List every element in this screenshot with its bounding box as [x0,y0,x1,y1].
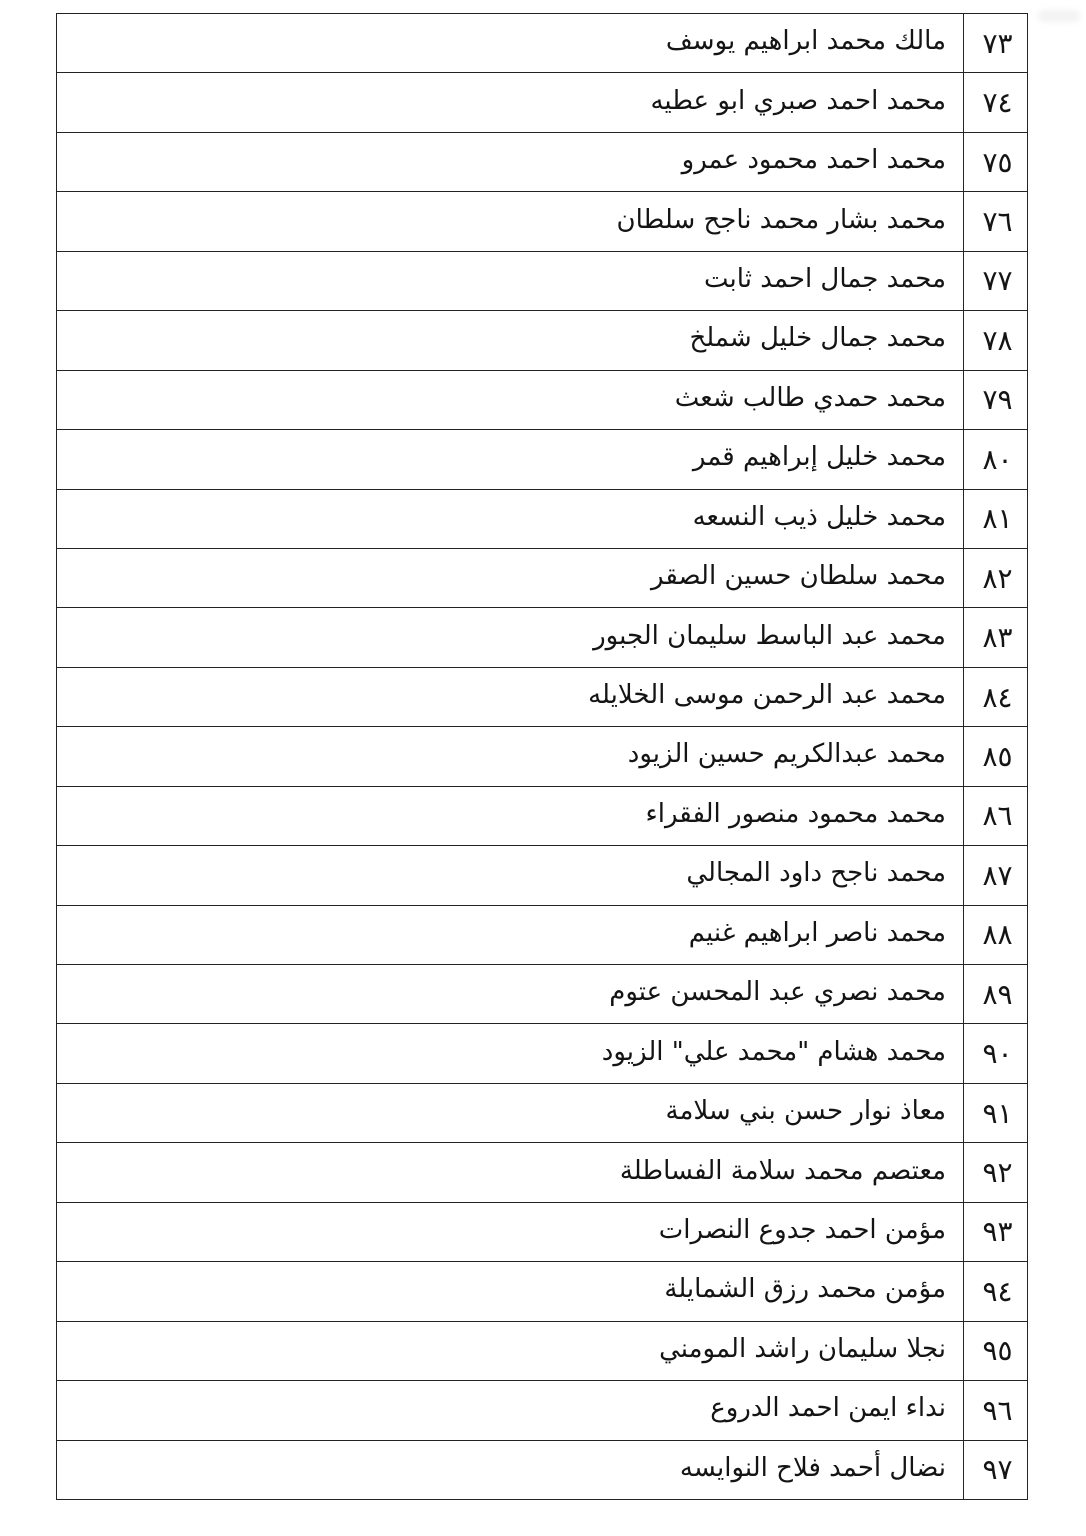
name-cell: محمد هشام "محمد علي" الزيود [57,1024,964,1083]
row-number-cell: ٩٠ [964,1024,1028,1083]
row-number-cell: ٧٥ [964,132,1028,191]
row-number-cell: ٧٦ [964,192,1028,251]
row-number-cell: ٨٩ [964,965,1028,1024]
row-number-cell: ٩٤ [964,1262,1028,1321]
name-cell: نجلا سليمان راشد المومني [57,1321,964,1380]
table-row [57,905,1028,964]
row-number-cell: ٩١ [964,1083,1028,1142]
table-row [57,132,1028,191]
table-row [57,846,1028,905]
row-number-cell: ٧٣ [964,14,1028,73]
scan-smudge-artifact [1038,10,1080,22]
name-cell: مؤمن محمد رزق الشمايلة [57,1262,964,1321]
name-cell: محمد خليل ذيب النسعه [57,489,964,548]
roster-table-body [57,14,1028,1500]
row-number-cell: ٧٧ [964,251,1028,310]
table-row [57,1083,1028,1142]
student-roster-table [56,13,1028,1500]
table-row [57,430,1028,489]
table-row [57,1440,1028,1500]
row-number-cell: ٩٧ [964,1440,1028,1500]
table-row [57,251,1028,310]
table-row [57,73,1028,132]
table-row [57,1262,1028,1321]
row-number-cell: ٩٥ [964,1321,1028,1380]
row-number-cell: ٨٥ [964,727,1028,786]
table-row [57,370,1028,429]
table-row [57,1024,1028,1083]
name-cell: محمد احمد صبري ابو عطيه [57,73,964,132]
table-row [57,192,1028,251]
name-cell: محمد حمدي طالب شعث [57,370,964,429]
name-cell: محمد احمد محمود عمرو [57,132,964,191]
row-number-cell: ٧٨ [964,311,1028,370]
name-cell: محمد محمود منصور الفقراء [57,786,964,845]
row-number-cell: ٨٠ [964,430,1028,489]
row-number-cell: ٧٩ [964,370,1028,429]
name-cell: نضال أحمد فلاح النوايسه [57,1440,964,1500]
name-cell: معتصم محمد سلامة الفساطلة [57,1143,964,1202]
name-cell: محمد ناصر ابراهيم غنيم [57,905,964,964]
row-number-cell: ٨٤ [964,667,1028,726]
name-cell: محمد عبدالكريم حسين الزيود [57,727,964,786]
row-number-cell: ٨٣ [964,608,1028,667]
name-cell: محمد جمال خليل شملخ [57,311,964,370]
name-cell: مالك محمد ابراهيم يوسف [57,14,964,73]
row-number-cell: ٧٤ [964,73,1028,132]
name-cell: مؤمن احمد جدوع النصرات [57,1202,964,1261]
row-number-cell: ٨١ [964,489,1028,548]
name-cell: محمد بشار محمد ناجح سلطان [57,192,964,251]
table-row [57,548,1028,607]
name-cell: محمد نصري عبد المحسن عتوم [57,965,964,1024]
row-number-cell: ٨٨ [964,905,1028,964]
name-cell: محمد خليل إبراهيم قمر [57,430,964,489]
table-row [57,608,1028,667]
row-number-cell: ٩٦ [964,1381,1028,1440]
name-cell: محمد جمال احمد ثابت [57,251,964,310]
table-row [57,1381,1028,1440]
table-row [57,1321,1028,1380]
table-row [57,1143,1028,1202]
name-cell: نداء ايمن احمد الدروع [57,1381,964,1440]
table-row [57,965,1028,1024]
row-number-cell: ٨٧ [964,846,1028,905]
row-number-cell: ٨٢ [964,548,1028,607]
table-row [57,311,1028,370]
table-row [57,786,1028,845]
row-number-cell: ٨٦ [964,786,1028,845]
table-row [57,489,1028,548]
row-number-cell: ٩٢ [964,1143,1028,1202]
table-row [57,727,1028,786]
name-cell: محمد ناجح داود المجالي [57,846,964,905]
row-number-cell: ٩٣ [964,1202,1028,1261]
name-cell: معاذ نوار حسن بني سلامة [57,1083,964,1142]
table-row [57,14,1028,73]
name-cell: محمد سلطان حسين الصقر [57,548,964,607]
table-row [57,1202,1028,1261]
name-cell: محمد عبد الرحمن موسى الخلايله [57,667,964,726]
table-row [57,667,1028,726]
name-cell: محمد عبد الباسط سليمان الجبور [57,608,964,667]
